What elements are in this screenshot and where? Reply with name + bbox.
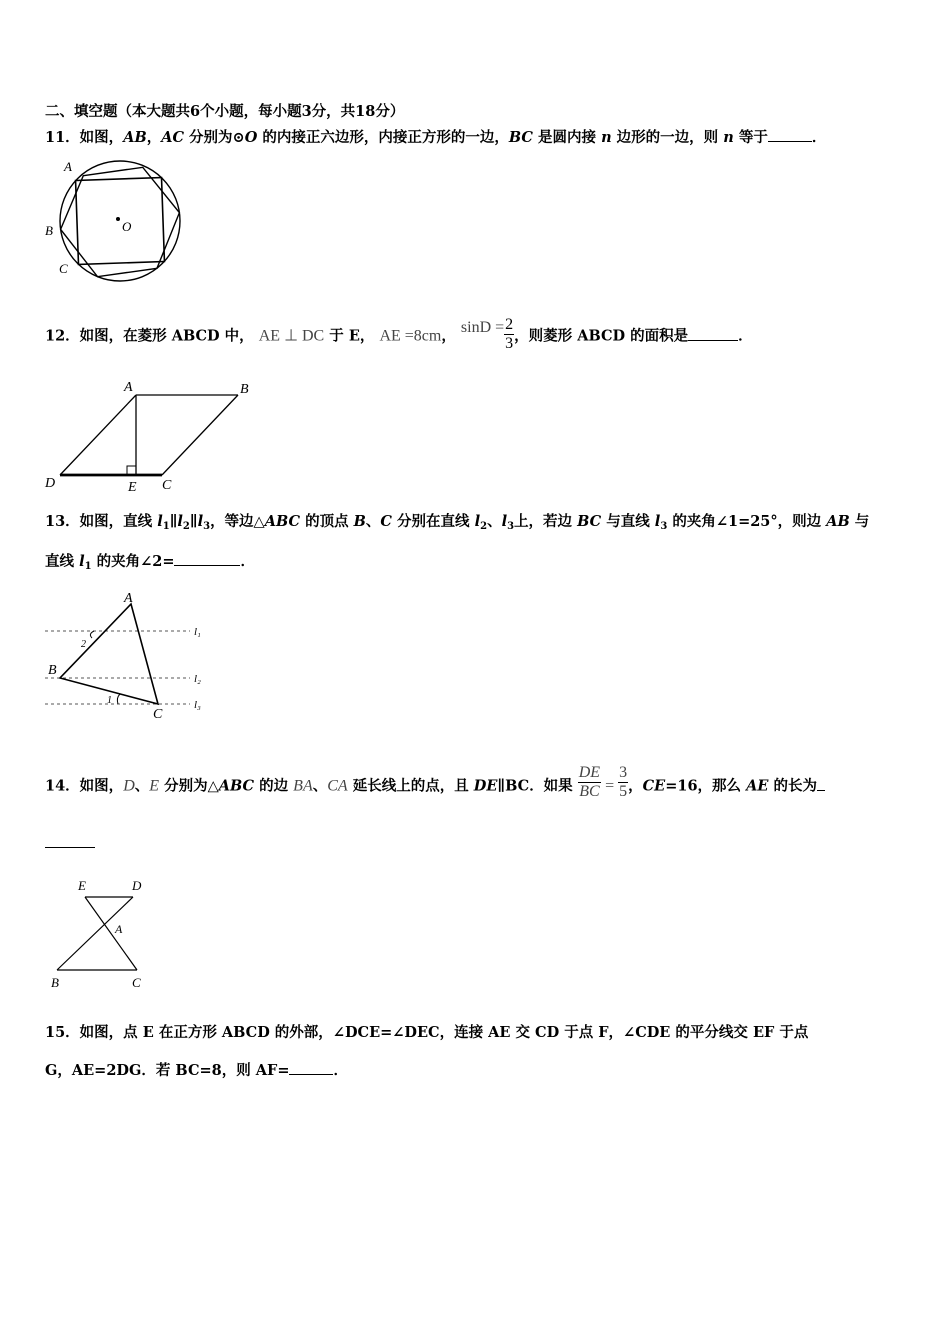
q13-answer-blank[interactable] [174, 551, 240, 566]
q12-text: 12．如图，在菱形 ABCD 中， AE ⊥ DC 于 E， AE =8cm， sinD = $\frac{2}{3}$ ，则菱形 ABCD 的面积是 ． [45, 316, 753, 352]
q12-side-BC [162, 395, 238, 475]
q14-label-D: D [132, 878, 142, 893]
q15-answer-blank[interactable] [289, 1060, 333, 1075]
q14-label-C: C [132, 975, 141, 990]
q12-math-sin: sinD = [460, 318, 505, 336]
q11-figure [42, 155, 192, 285]
q13-angle-2-label: 2 [81, 639, 86, 650]
q14-fraction-3-5: $\frac{3}{5}$ [619, 764, 628, 800]
q12-side-DA [60, 395, 136, 475]
q13-label-l1: l₁ [194, 626, 201, 638]
q14-segment-EC [85, 897, 137, 970]
q14-label-A: A [115, 922, 123, 936]
q14-figure [40, 875, 160, 995]
q13-angle-1-label: 1 [107, 695, 112, 706]
q14-answer-blank-cont[interactable] [45, 833, 95, 848]
q12-fraction: $\frac{2}{3}$ [505, 316, 514, 352]
q11-square [76, 178, 165, 265]
q11-center-dot [116, 217, 120, 221]
q12-label-C: C [162, 478, 172, 493]
q14-label-B: B [51, 975, 59, 990]
q13-label-A: A [124, 591, 133, 606]
q14-label-E: E [78, 878, 86, 893]
q11-label-B: B [45, 223, 53, 238]
q11-label-O: O [122, 219, 132, 234]
q15-text-line1: 15．如图，点 E 在正方形 ABCD 的外部，∠DCE=∠DEC，连接 AE 交 CD 于点 F，∠CDE 的平分线交 EF 于点 [45, 1024, 809, 1041]
q12-label-A: A [124, 380, 133, 395]
q11-answer-blank[interactable] [768, 127, 812, 142]
q13-label-C: C [153, 707, 163, 722]
q14-answer-blank-start[interactable] [817, 776, 825, 791]
q13-label-B: B [48, 663, 57, 678]
q12-math-perp: AE ⊥ DC [258, 327, 325, 345]
q11-label-C: C [59, 261, 68, 276]
q11-text: 11．如图，AB，AC 分别为⊙O 的内接正六边形，内接正方形的一边，BC 是圆内接 n 边形的一边，则 n 等于 ． [45, 129, 827, 146]
q12-answer-blank[interactable] [688, 326, 738, 341]
q14-text: 14．如图，D、E 分别为△ABC 的边 BA、CA 延长线上的点，且 DE∥BC．如果 $\frac{DE}{BC}$ = $\frac{3}{5}$ ，CE=16，那么 AE 的长为 [45, 768, 825, 805]
q13-triangle-ABC [60, 604, 158, 704]
q12-label-B: B [240, 382, 249, 397]
q11-label-A: A [64, 159, 72, 174]
q13-label-l3: l₃ [194, 699, 201, 711]
q13-figure [40, 588, 220, 723]
q12-math-ae: AE =8cm [379, 327, 442, 345]
q13-angle-2-arc [90, 631, 94, 638]
q13-label-l2: l₂ [194, 673, 201, 685]
q12-label-D: D [45, 476, 56, 491]
q12-figure [40, 375, 270, 500]
q15-text-line2: G，AE=2DG．若 BC=8，则 AF= ． [45, 1062, 348, 1079]
q13-angle-1-arc [117, 694, 120, 704]
q13-text-line2: 直线 $l_1$ 的夹角∠2= ． [45, 553, 255, 572]
q14-fraction-de-bc: $\frac{DE}{BC}$ [578, 764, 601, 800]
q12-label-E: E [128, 480, 137, 495]
q13-text-line1: 13．如图，直线 $l_1\parallel l_2\parallel l_3$，等边△ABC 的顶点 B、C 分别在直线 $l_2$、$l_3$上，若边 BC 与直线 $l_3$ 的夹角∠1=25°，则边 AB 与 [45, 513, 870, 532]
section-header: 二、填空题（本大题共6个小题，每小题3分，共18分） [45, 103, 405, 120]
